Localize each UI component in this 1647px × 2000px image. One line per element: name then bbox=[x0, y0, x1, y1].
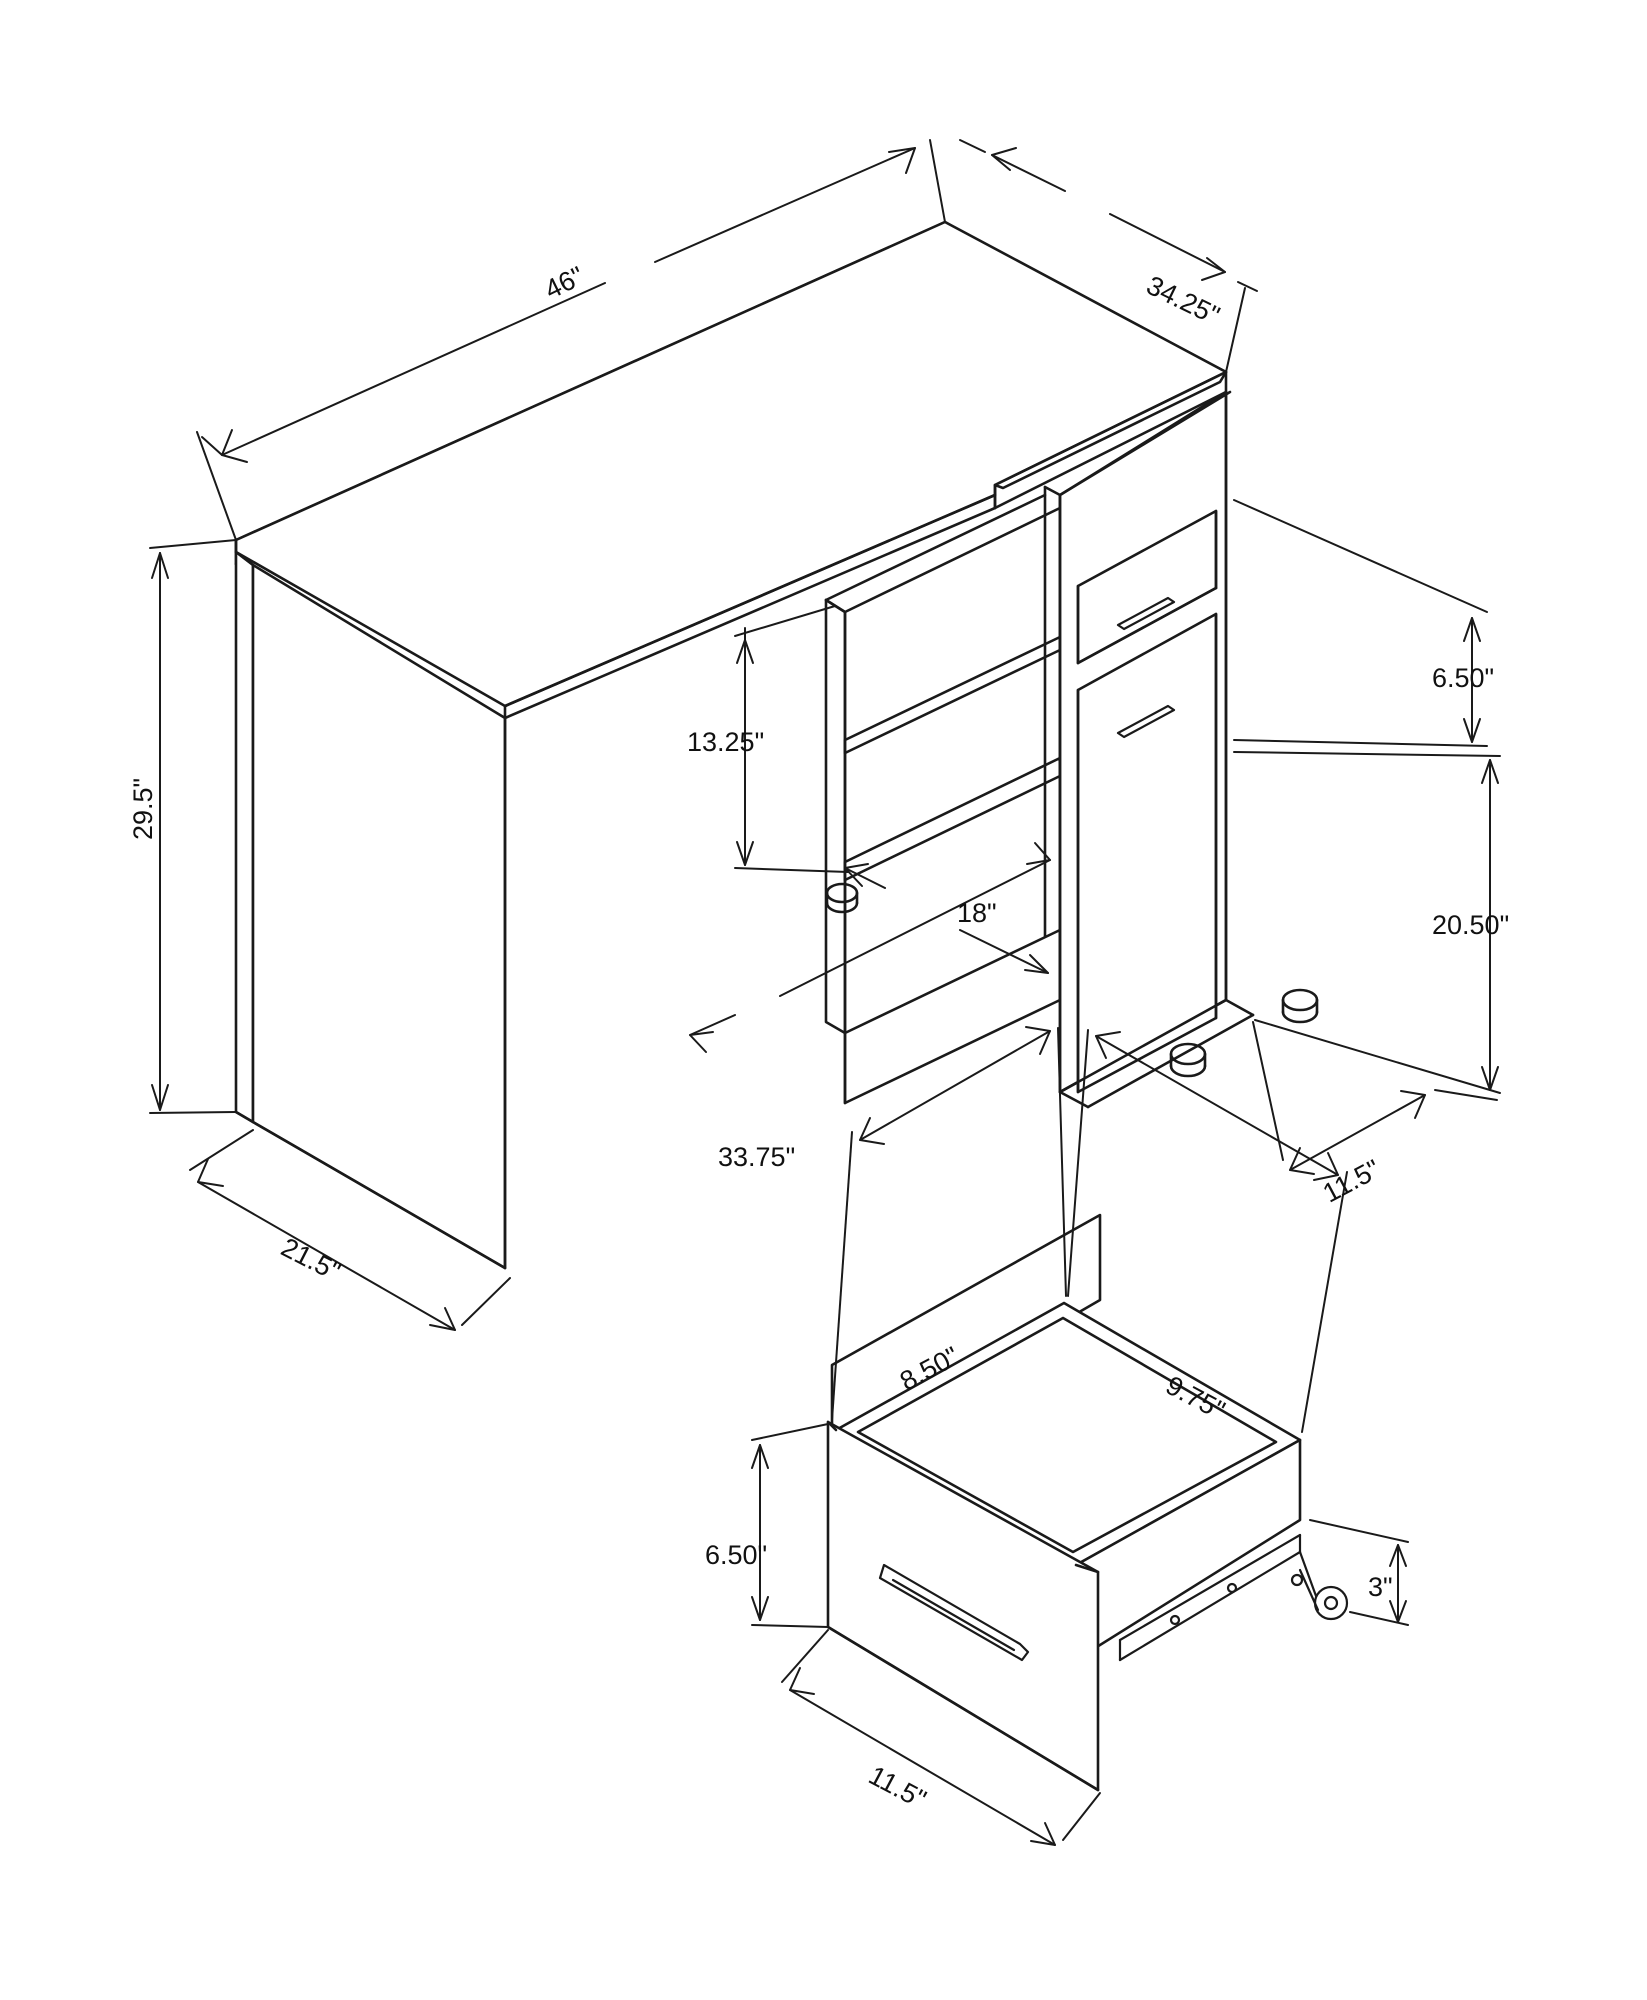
dim-3425-leader-a bbox=[992, 155, 1065, 191]
dim-label-6-50-cabinet: 6.50" bbox=[1432, 663, 1495, 693]
dim-label-18: 18" bbox=[957, 898, 997, 928]
dim-label-20-50: 20.50" bbox=[1432, 910, 1510, 940]
drawer-roller-wheel bbox=[1300, 1552, 1347, 1619]
dim-label-11-5-drawer: 11.5" bbox=[863, 1760, 932, 1815]
drawer-detail-geometry bbox=[828, 1215, 1347, 1790]
dim-975 bbox=[1096, 1036, 1338, 1175]
dim-label-33-75: 33.75" bbox=[718, 1142, 796, 1172]
drawer-rail-stop bbox=[1292, 1575, 1302, 1585]
dim-label-6-50-drawer: 6.50" bbox=[705, 1540, 768, 1570]
dim-label-13-25: 13.25" bbox=[687, 727, 765, 757]
dim-46-leader-b bbox=[655, 148, 915, 262]
dim-label-21-5: 21.5" bbox=[276, 1232, 346, 1287]
dim-label-29-5: 29.5" bbox=[128, 777, 158, 840]
lower-front-rail bbox=[845, 930, 1060, 1103]
desk-assembly-geometry bbox=[236, 222, 1317, 1268]
dim-label-46: 46" bbox=[540, 260, 589, 305]
cabinet-door bbox=[1078, 614, 1216, 1092]
dim-label-11-5-cabinet: 11.5" bbox=[1318, 1153, 1386, 1209]
dim-label-9-75: 9.75" bbox=[1160, 1370, 1230, 1426]
dim-label-34-25: 34.25" bbox=[1141, 270, 1225, 331]
open-shelf-compartment bbox=[826, 487, 1060, 1000]
dim-label-3: 3" bbox=[1368, 1572, 1393, 1602]
dim-label-8-50: 8.50" bbox=[895, 1340, 964, 1397]
